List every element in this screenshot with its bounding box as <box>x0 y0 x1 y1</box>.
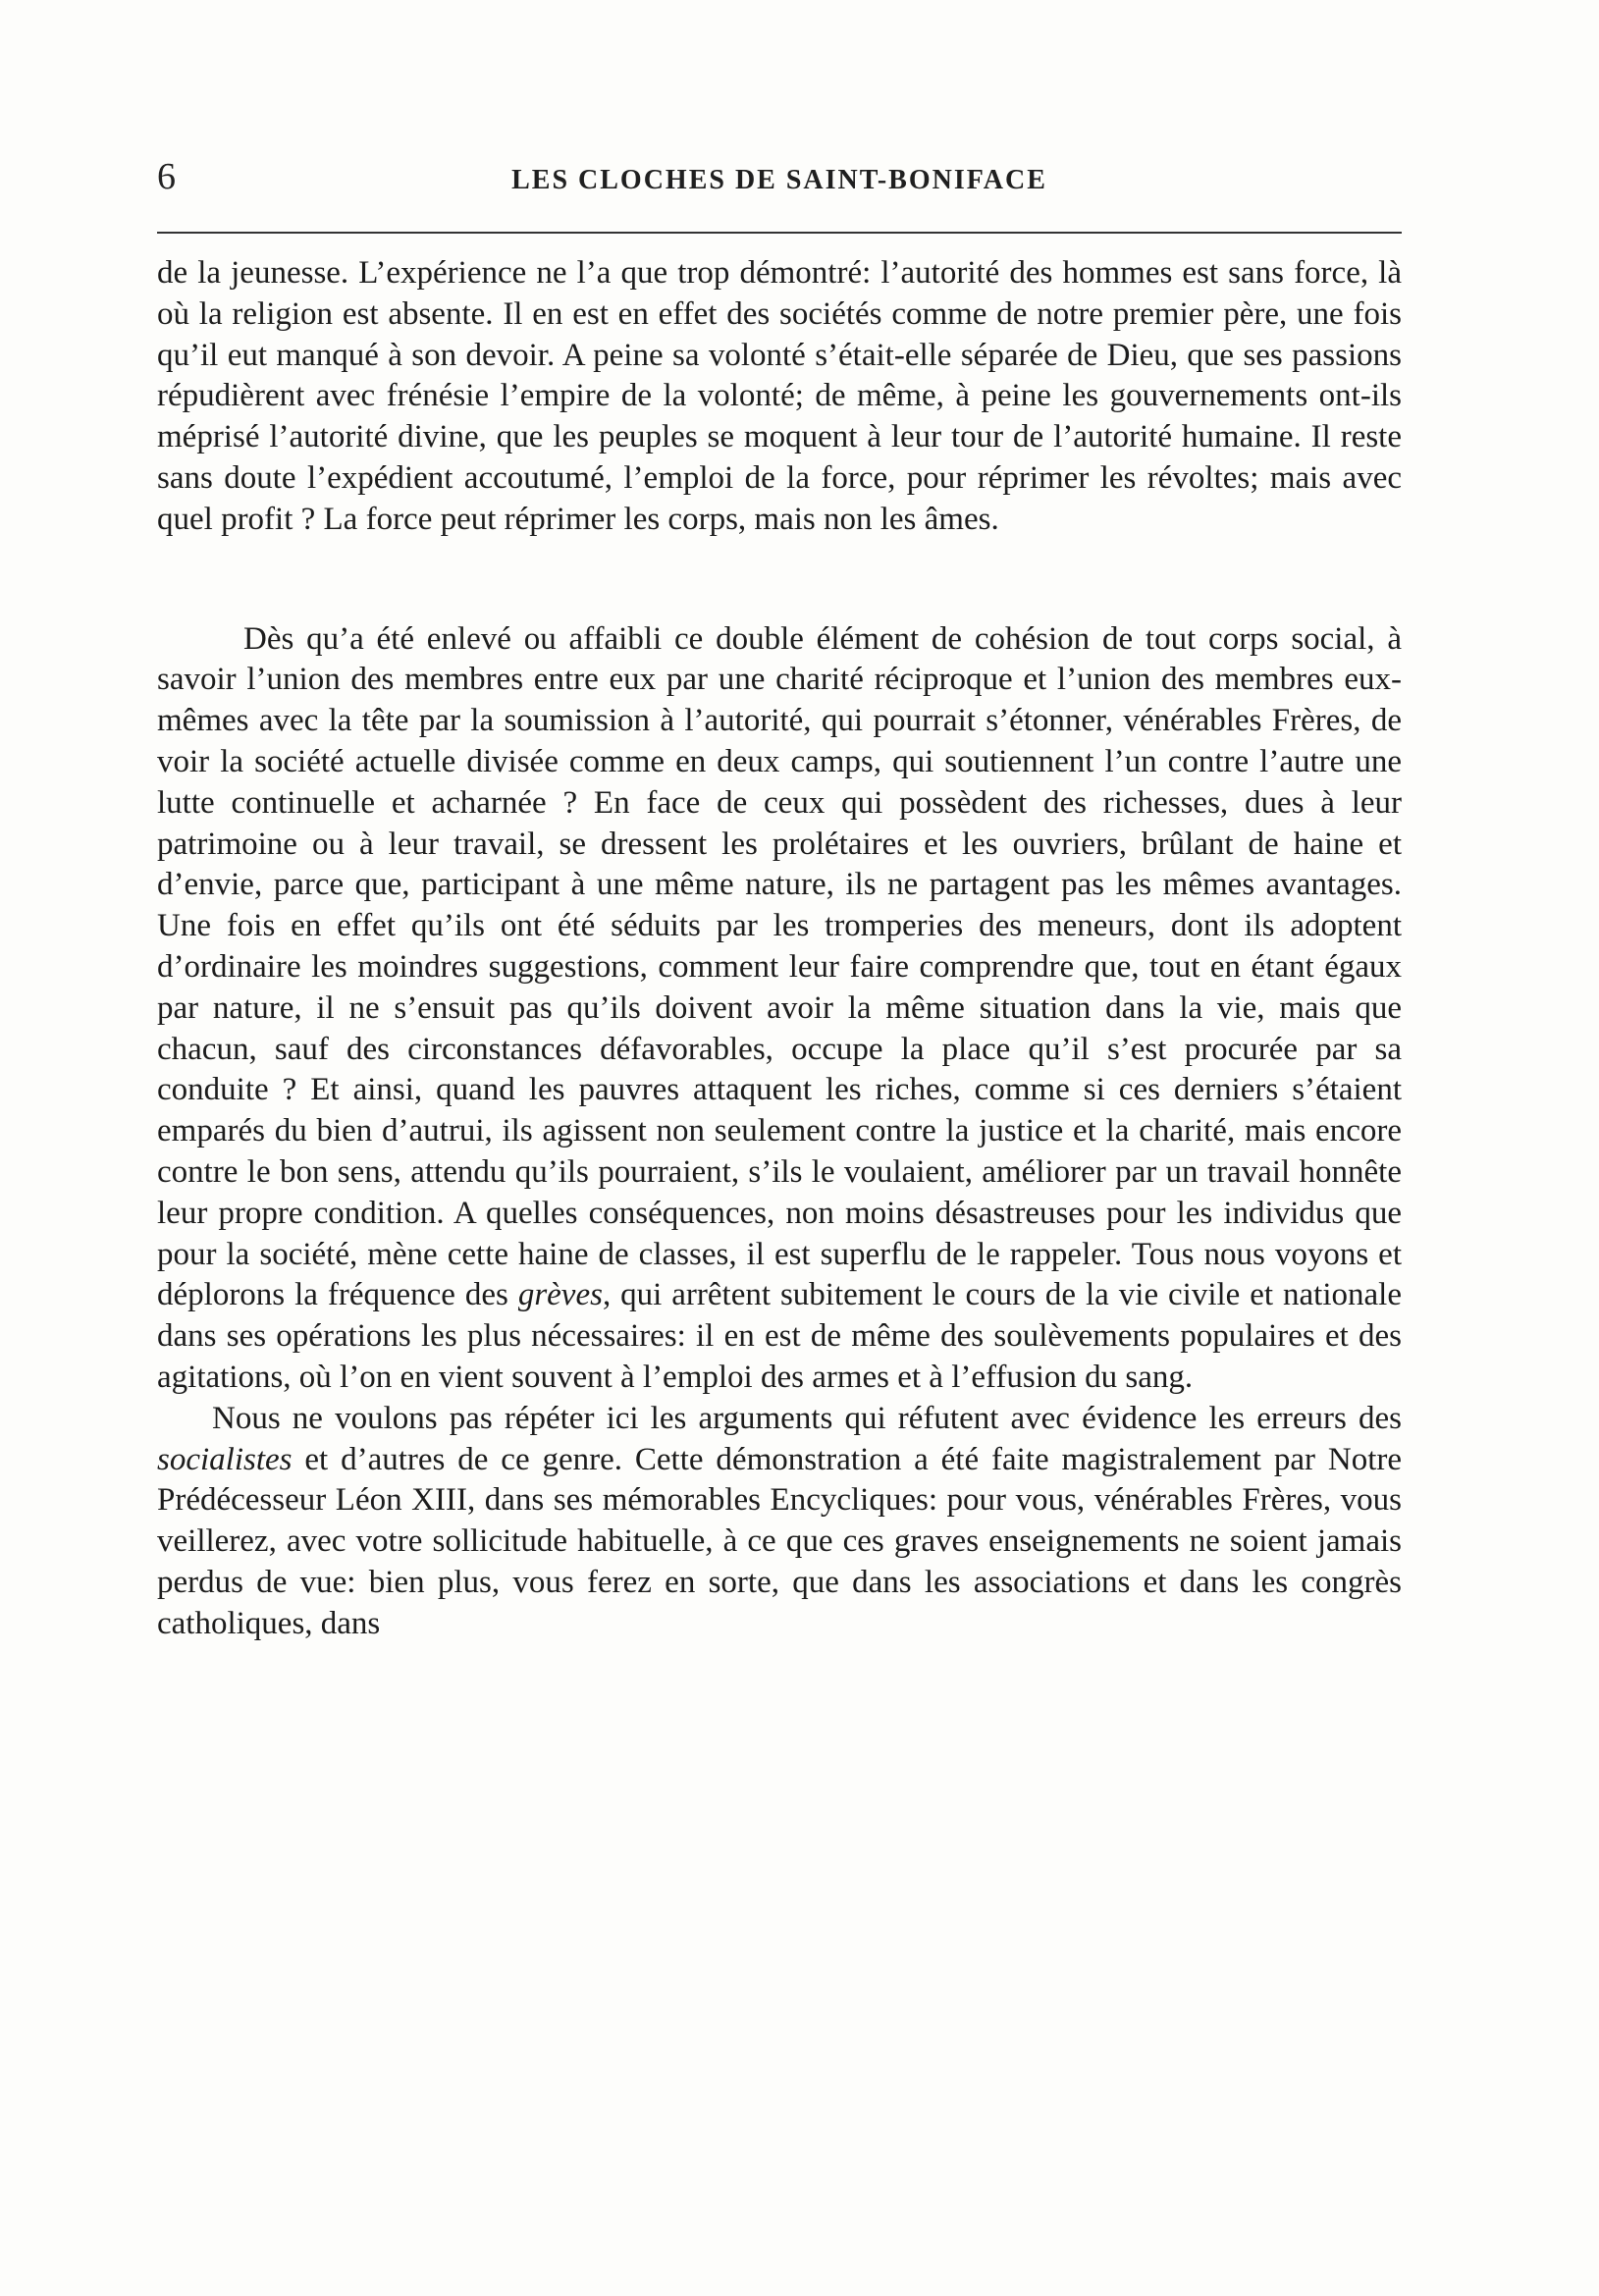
paragraph-2-italic: grèves <box>517 1277 603 1313</box>
paragraph-1 <box>157 253 1402 541</box>
paragraph-3 <box>157 1399 1402 1645</box>
paragraph-3-text-after: et d’autres de ce genre. Cette démonstration a été faite magistralement par Notre Prédécesseur Léon XIII, dans ses mémorables Encycliques: pour vous, vénérables Frères, vous veillerez, avec votre sollicitude habituelle, à ce que ces graves enseignements ne soient jamais perdus de vue: bien plus, vous ferez en sorte, que dans les associations et dans les congrès catholiques, dans <box>157 1441 1402 1641</box>
body-text <box>157 253 1402 1645</box>
paragraph-2-text: Dès qu’a été enlevé ou affaibli ce double élément de cohésion de tout corps social, à savoir l’union des membres entre eux par une charité réciproque et l’union des membres eux-mêmes avec la tête par la soumission à l’autorité, qui pourrait s’étonner, vénérables Frères, de voir la société actuelle divisée comme en deux camps, qui soutiennent l’un contre l’autre une lutte continuelle et acharnée ? En face de ceux qui possèdent des richesses, dues à leur patrimoine ou à leur travail, se dressent les prolétaires et les ouvriers, brûlant de haine et d’envie, parce que, participant à une même nature, ils ne partagent pas les mêmes avantages. Une fois en effet qu’ils ont été séduits par les tromperies des meneurs, dont ils adoptent d’ordinaire les moindres suggestions, comment leur faire comprendre que, tout en étant égaux par nature, il ne s’ensuit pas qu’ils doivent avoir la même situation dans la vie, mais que chacun, sauf des circonstances défavorables, occupe la place qu’il s’est procurée par sa conduite ? Et ainsi, quand les pauvres attaquent les riches, comme si ces derniers s’étaient emparés du bien d’autrui, ils agissent non seulement contre la justice et la charité, mais encore contre le bon sens, attendu qu’ils pourraient, s’ils le voulaient, améliorer par un travail honnête leur propre condition. A quelles conséquences, non moins désastreuses pour les individus que pour la société, mène cette haine de classes, il est superflu de le rappeler. Tous nous voyons et déplorons la fréquence des <box>157 620 1402 1313</box>
header-rule <box>157 232 1402 234</box>
page-header <box>157 147 1402 206</box>
paragraph-2-text-after: , qui arrêtent subitement le cours de la vie civile et nationale dans ses opérations les plus nécessaires: il en est de même des soulèvements populaires et des agitations, où l’on en vient souvent à l’emploi des armes et à l’effusion du sang. <box>157 1277 1402 1395</box>
page-number: 6 <box>157 156 176 197</box>
paragraph-2 <box>157 619 1402 1399</box>
running-title: LES CLOCHES DE SAINT-BONIFACE <box>511 165 1047 195</box>
paragraph-3-italic: socialistes <box>157 1441 293 1477</box>
paragraph-3-text: Nous ne voulons pas répéter ici les arguments qui réfutent avec évidence les erreurs des <box>212 1400 1402 1436</box>
paragraph-1-text: de la jeunesse. L’expérience ne l’a que trop démontré: l’autorité des hommes est sans force, là où la religion est absente. Il en est en effet des sociétés comme de notre premier père, une fois qu’il eut manqué à son devoir. A peine sa volonté s’était-elle séparée de Dieu, que ses passions répudièrent avec frénésie l’empire de la volonté; de même, à peine les gouvernements ont-ils méprisé l’autorité divine, que les peuples se moquent à leur tour de l’autorité humaine. Il reste sans doute l’expédient accoutumé, l’emploi de la force, pour réprimer les révoltes; mais avec quel profit ? La force peut réprimer les corps, mais non les âmes. <box>157 255 1402 537</box>
